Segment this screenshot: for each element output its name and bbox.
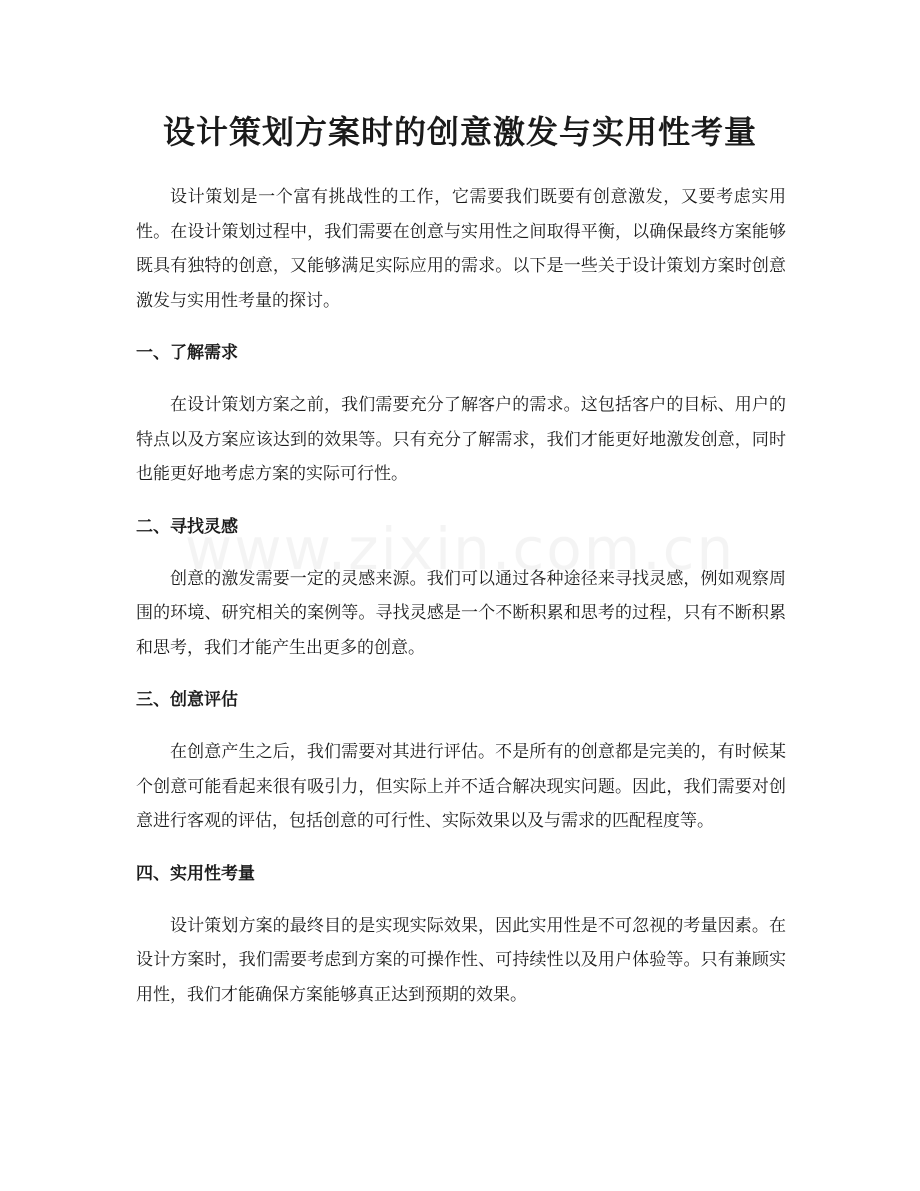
spacer	[136, 492, 786, 510]
spacer	[136, 318, 786, 336]
spacer	[136, 544, 786, 562]
section-body-2: 创意的激发需要一定的灵感来源。我们可以通过各种途径来寻找灵感，例如观察周围的环境、研究相关的案例等。寻找灵感是一个不断积累和思考的过程，只有不断积累和思考，我们才能产生出更多的创意。	[136, 568, 786, 658]
spacer	[136, 370, 786, 388]
section-heading-2: 二、寻找灵感	[136, 516, 238, 537]
document-body	[136, 180, 786, 1012]
document-title: 设计策划方案时的创意激发与实用性考量	[162, 113, 757, 151]
intro-paragraph: 设计策划是一个富有挑战性的工作，它需要我们既要有创意激发，又要考虑实用性。在设计策划过程中，我们需要在创意与实用性之间取得平衡，以确保最终方案能够既具有独特的创意，又能够满足实际应用的需求。以下是一些关于设计策划方案时创意激发与实用性考量的探讨。	[136, 187, 786, 311]
spacer	[136, 665, 786, 683]
section-heading-3: 三、创意评估	[136, 690, 238, 710]
section-body-3: 在创意产生之后，我们需要对其进行评估。不是所有的创意都是完美的，有时候某个创意可能看起来很有吸引力，但实际上并不适合解决现实问题。因此，我们需要对创意进行客观的评估，包括创意的可行性、实际效果以及与需求的匹配程度等。	[136, 742, 786, 831]
section-body-4: 设计策划方案的最终目的是实现实际效果，因此实用性是不可忽视的考量因素。在设计方案时，我们需要考虑到方案的可操作性、可持续性以及用户体验等。只有兼顾实用性，我们才能确保方案能够真正达到预期的效果。	[136, 915, 786, 1005]
section-heading-4: 四、实用性考量	[136, 863, 255, 884]
section-body-1: 在设计策划方案之前，我们需要充分了解客户的需求。这包括客户的目标、用户的特点以及方案应该达到的效果等。只有充分了解需求，我们才能更好地激发创意，同时也能更好地考虑方案的实际可行性。	[136, 395, 786, 484]
section-heading-1: 一、了解需求	[136, 343, 238, 363]
spacer	[136, 891, 786, 909]
spacer	[136, 717, 786, 735]
spacer	[136, 839, 786, 857]
